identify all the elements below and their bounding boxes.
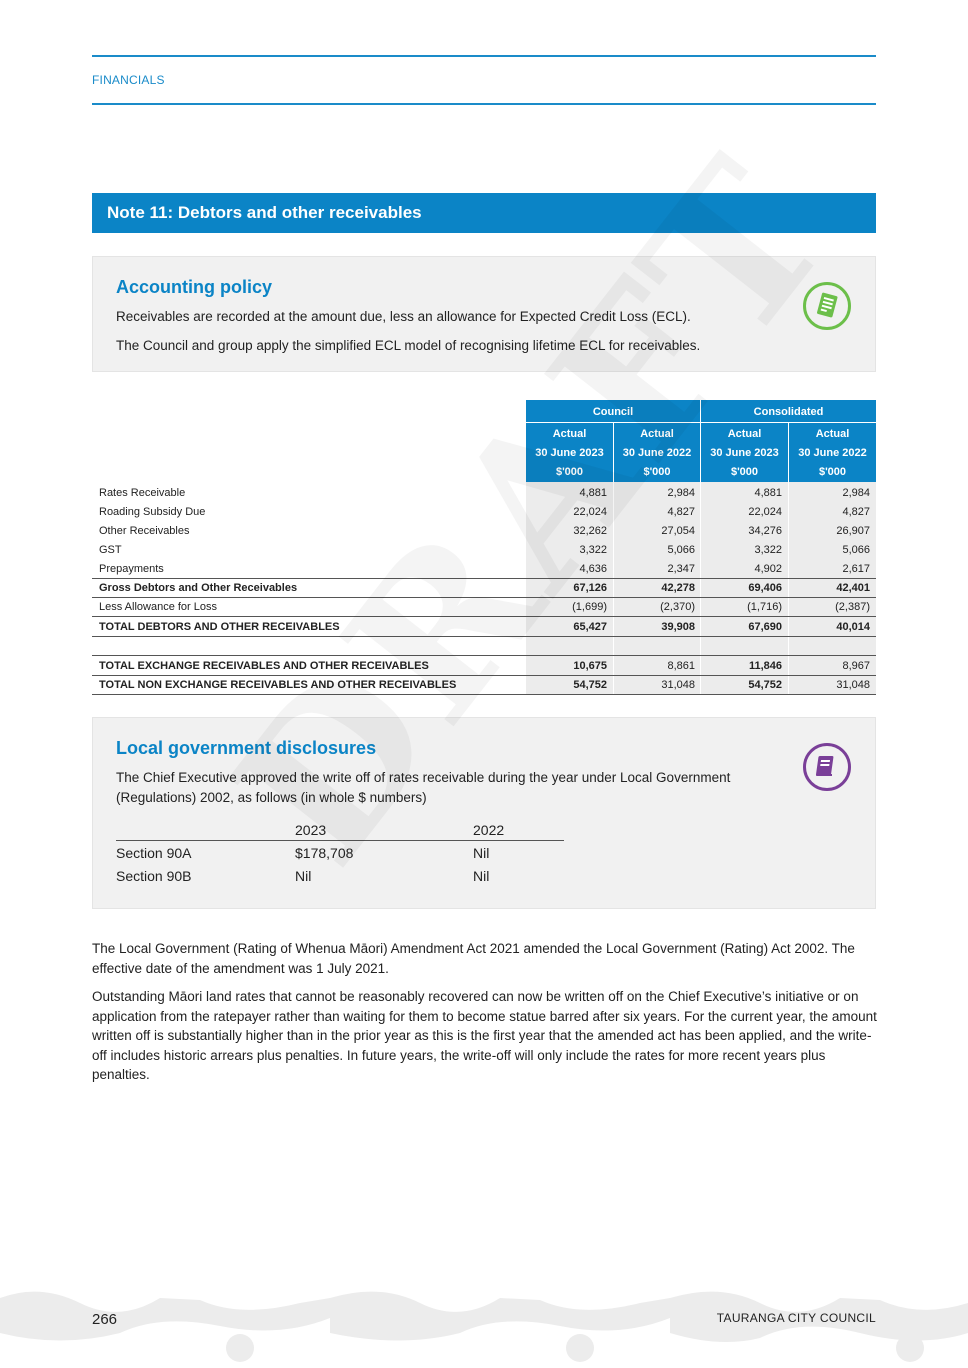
table-row: Rates Receivable 4,881 2,984 4,881 2,984: [99, 487, 870, 499]
table-row: Prepayments 4,636 2,347 4,902 2,617: [99, 563, 870, 575]
section-90b-2022: Nil: [473, 868, 490, 884]
policy-heading: Accounting policy: [116, 277, 273, 297]
table-row: Other Receivables 32,262 27,054 34,276 26,907: [99, 525, 870, 537]
table-row-non-exchange: TOTAL NON EXCHANGE RECEIVABLES AND OTHER RECEIVABLES 54,752 31,048 54,752 31,048: [99, 679, 870, 691]
col-header-2: Actual 30 June 2022 $'000: [614, 423, 700, 482]
table-row-total: TOTAL DEBTORS AND OTHER RECEIVABLES 65,427 39,908 67,690 40,014: [99, 621, 870, 633]
policy-line-1: Receivables are recorded at the amount due, less an allowance for Expected Credit Loss (ECL).: [116, 309, 691, 324]
col-header-1: Actual 30 June 2023 $'000: [526, 423, 613, 482]
year-2023-header: 2023: [295, 822, 327, 838]
organisation-name: TAURANGA CITY COUNCIL: [716, 1311, 876, 1325]
header-rule: [92, 103, 876, 105]
section-90b-2023: Nil: [295, 868, 312, 884]
group-consolidated: Consolidated: [701, 400, 876, 422]
local-heading: Local government disclosures: [116, 738, 377, 758]
page-number: 266: [92, 1311, 118, 1328]
group-council: Council: [526, 400, 700, 422]
table-row: Less Allowance for Loss (1,699) (2,370) (1,716) (2,387): [99, 601, 870, 613]
book-icon: [803, 743, 851, 791]
note-title: Note 11: Debtors and other receivables: [92, 193, 876, 233]
table-row: Roading Subsidy Due 22,024 4,827 22,024 4,827: [99, 506, 870, 518]
local-text: The Chief Executive approved the write off of rates receivable during the year under Local Government (Regulations) 2002, as follows (in whole $ numbers): [116, 770, 731, 805]
top-rule: [92, 55, 876, 57]
body-paragraph-1: The Local Government (Rating of Whenua Māori) Amendment Act 2021 amended the Local Government (Rating) Act 2002. The effective date of the amendment was 1 July 2021.: [92, 941, 855, 976]
section-90b-label: Section 90B: [116, 868, 192, 884]
section-label: FINANCIALS: [92, 73, 165, 87]
body-paragraph-2: Outstanding Māori land rates that cannot be reasonably recovered can now be written off on the Chief Executive’s initiative or on application from the ratepayer rather than waiting for them to become statue barred after six years. For the current year, the amount written off is substantially higher than in the prior year as this is the first year that the amended act has been applied, and the write-off includes historic arrears plus penalties. In future years, the write-off will only include the rates for more recent years plus penalties.: [92, 989, 877, 1083]
table-row-gross: Gross Debtors and Other Receivables 67,126 42,278 69,406 42,401: [99, 582, 870, 594]
table-row-exchange: TOTAL EXCHANGE RECEIVABLES AND OTHER RECEIVABLES 10,675 8,861 11,846 8,967: [99, 660, 870, 672]
section-90a-2022: Nil: [473, 845, 490, 861]
section-90a-label: Section 90A: [116, 845, 192, 861]
section-90a-2023: $178,708: [295, 845, 354, 861]
col-header-4: Actual 30 June 2022 $'000: [789, 423, 876, 482]
col-header-3: Actual 30 June 2023 $'000: [701, 423, 788, 482]
table-row: GST 3,322 5,066 3,322 5,066: [99, 544, 870, 556]
policy-line-2: The Council and group apply the simplified ECL model of recognising lifetime ECL for receivables.: [116, 338, 701, 353]
year-2022-header: 2022: [473, 822, 505, 838]
